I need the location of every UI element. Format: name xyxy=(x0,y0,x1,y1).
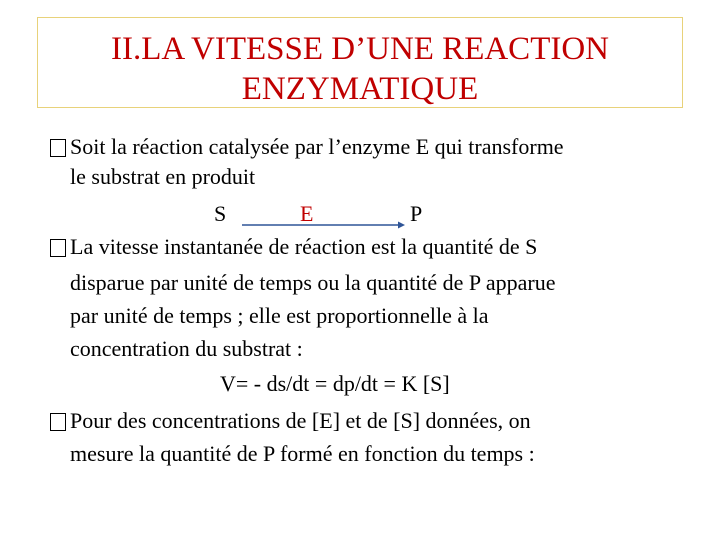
bullet-2-line-3: par unité de temps ; elle est proportionnelle à la xyxy=(70,303,489,328)
page-title-line-2: ENZYMATIQUE xyxy=(241,71,479,107)
reaction-product: P xyxy=(410,201,423,226)
bullet-3-line-2: mesure la quantité de P formé en fonction du temps : xyxy=(70,441,535,466)
reaction-arrow-icon xyxy=(240,218,408,232)
bullet-2-line-4: concentration du substrat : xyxy=(70,336,303,361)
bullet-1-line-1: Soit la réaction catalysée par l’enzyme E qui transforme xyxy=(70,134,564,159)
bullet-3-line-1: Pour des concentrations de [E] et de [S] données, on xyxy=(70,408,531,433)
bullet-2-line-1: La vitesse instantanée de réaction est la quantité de S xyxy=(70,234,538,259)
bullet-square-icon xyxy=(50,139,66,157)
reaction-substrate: S xyxy=(214,201,227,226)
bullet-2-line-2: disparue par unité de temps ou la quantité de P apparue xyxy=(70,270,556,295)
reaction-enzyme: E xyxy=(300,201,314,226)
page-title-line-1: II.LA VITESSE D’UNE REACTION xyxy=(110,31,609,67)
bullet-1-line-2: le substrat en produit xyxy=(70,164,256,189)
bullet-square-icon xyxy=(50,239,66,257)
rate-equation: V= - ds/dt = dp/dt = K [S] xyxy=(220,371,450,396)
bullet-square-icon xyxy=(50,413,66,431)
title-box xyxy=(37,17,683,108)
